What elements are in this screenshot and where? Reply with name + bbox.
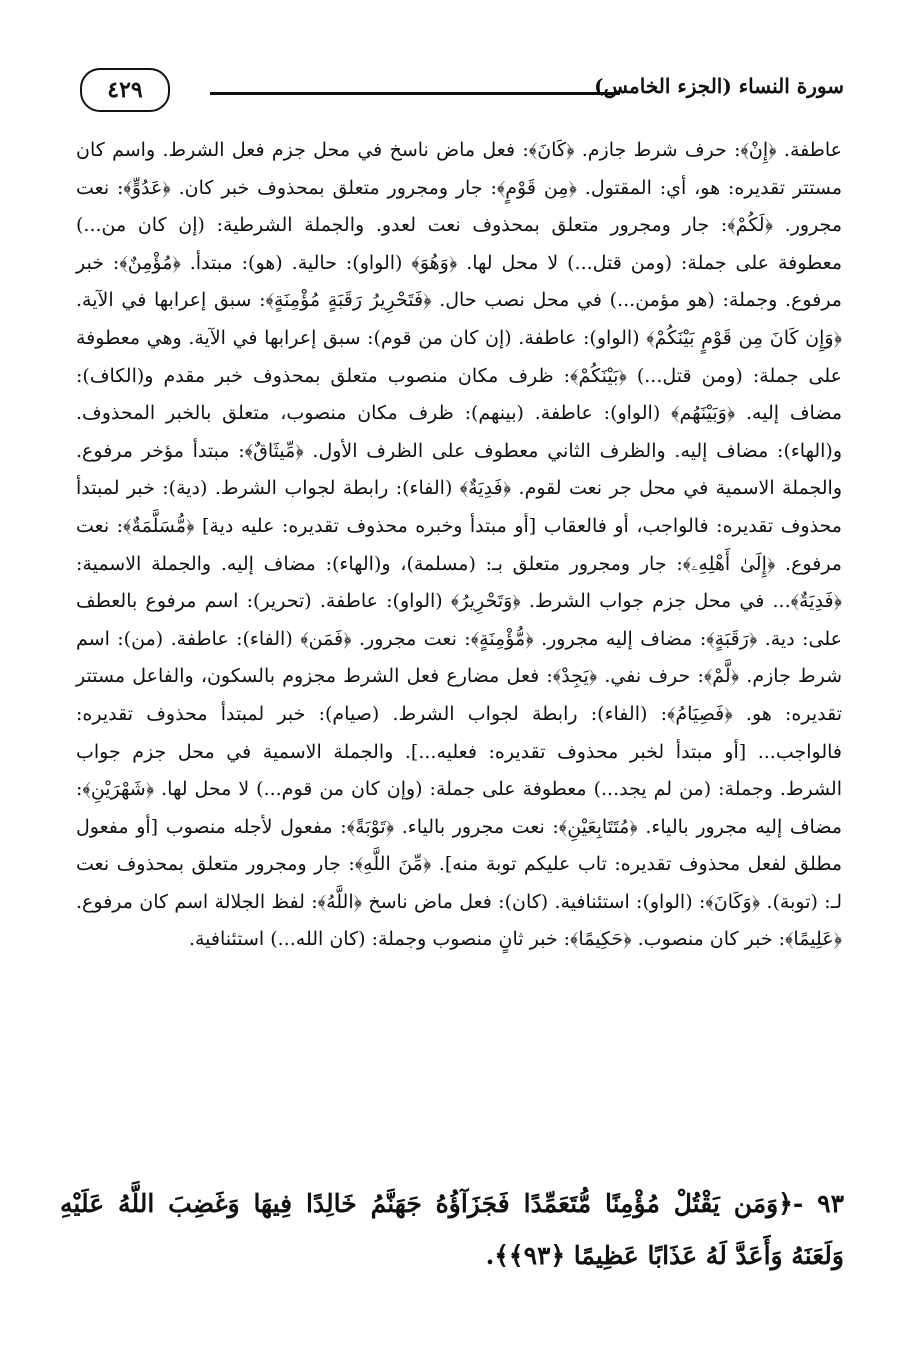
verse-text: ٩٣ -﴿وَمَن يَقْتُلْ مُؤْمِنًا مُّتَعَمِّدًا فَجَزَآؤُهُ جَهَنَّمُ خَالِدًا فِيهَا وَغَضِبَ اللَّهُ عَلَيْهِ وَلَعَنَهُ وَأَعَدَّ لَهُ عَذَابًا عَظِيمًا ﴿٩٣﴾﴾. bbox=[60, 1189, 844, 1270]
page-number: ٤٢٩ bbox=[80, 68, 170, 112]
quran-verse bbox=[60, 1178, 844, 1282]
header-rule bbox=[210, 92, 620, 95]
grammar-analysis-text bbox=[76, 132, 842, 959]
analysis-paragraph: عاطفة. ﴿إِنْ﴾: حرف شرط جازم. ﴿كَانَ﴾: فعل ماض ناسخ في محل جزم فعل الشرط. واسم كان مستتر تقديره: هو، أي: المقتول. ﴿مِن قَوْمٍ﴾: جار ومجرور متعلق بمحذوف خبر كان. ﴿عَدُوٍّ﴾: نعت مجرور. ﴿لَكُمْ﴾: جار ومجرور متعلق بمحذوف نعت لعدو. والجملة الشرطية: (إن كان من...) معطوفة على جملة: (ومن قتل...) لا محل لها. ﴿وَهُوَ﴾ (الواو): حالية. (هو): مبتدأ. ﴿مُؤْمِنٌ﴾: خبر مرفوع. وجملة: (هو مؤمن...) في محل نصب حال. ﴿فَتَحْرِيرُ رَقَبَةٍ مُؤْمِنَةٍ﴾: سبق إعرابها في الآية. ﴿وَإِن كَانَ مِن قَوْمٍ بَيْنَكُمْ﴾ (الواو): عاطفة. (إن كان من قوم): سبق إعرابها في الآية. وهي معطوفة على جملة: (ومن قتل...) ﴿بَيْنَكُمْ﴾: ظرف مكان منصوب متعلق بمحذوف خبر مقدم و(الكاف): مضاف إليه. ﴿وَبَيْنَهُم﴾ (الواو): عاطفة. (بينهم): ظرف مكان منصوب، متعلق بالخبر المحذوف. و(الهاء): مضاف إليه. والظرف الثاني معطوف على الظرف الأول. ﴿مِّيثَاقٌ﴾: مبتدأ مؤخر مرفوع. والجملة الاسمية في محل جر نعت لقوم. ﴿فَدِيَةٌ﴾ (الفاء): رابطة لجواب الشرط. (دية): خبر لمبتدأ محذوف تقديره: فالواجب، أو فالعقاب [أو مبتدأ وخبره محذوف تقديره: عليه دية] ﴿مُّسَلَّمَةٌ﴾: نعت مرفوع. ﴿إِلَىٰ أَهْلِهِۦ﴾: جار ومجرور متعلق بـ: (مسلمة)، و(الهاء): مضاف إليه. والجملة الاسمية: ﴿فَدِيَةٌ﴾... في محل جزم جواب الشرط. ﴿وَتَحْرِيرُ﴾ (الواو): عاطفة. (تحرير): اسم مرفوع بالعطف على: دية. ﴿رَقَبَةٍ﴾: مضاف إليه مجرور. ﴿مُّؤْمِنَةٍ﴾: نعت مجرور. ﴿فَمَن﴾ (الفاء): عاطفة. (من): اسم شرط جازم. ﴿لَّمْ﴾: حرف نفي. ﴿يَجِدْ﴾: فعل مضارع فعل الشرط مجزوم بالسكون، والفاعل مستتر تقديره: هو. ﴿فَصِيَامُ﴾: (الفاء): رابطة لجواب الشرط. (صيام): خبر لمبتدأ محذوف تقديره: فالواجب... [أو مبتدأ لخبر محذوف تقديره: فعليه...]. والجملة الاسمية في محل جزم جواب الشرط. وجملة: (من لم يجد...) معطوفة على جملة: (وإن كان من قوم...) لا محل لها. ﴿شَهْرَيْنِ﴾: مضاف إليه مجرور بالياء. ﴿مُتَتَابِعَيْنِ﴾: نعت مجرور بالياء. ﴿تَوْبَةً﴾: مفعول لأجله منصوب [أو مفعول مطلق لفعل محذوف تقديره: تاب عليكم توبة منه]. ﴿مِّنَ اللَّهِ﴾: جار ومجرور متعلق بمحذوف نعت لـ: (توبة). ﴿وَكَانَ﴾: (الواو): استئنافية. (كان): فعل ماض ناسخ ﴿اللَّهُ﴾: لفظ الجلالة اسم كان مرفوع. ﴿عَلِيمًا﴾: خبر كان منصوب. ﴿حَكِيمًا﴾: خبر ثانٍ منصوب وجملة: (كان الله...) استئنافية. bbox=[76, 139, 842, 951]
page-header bbox=[80, 68, 844, 116]
surah-title: سورة النساء (الجزء الخامس) bbox=[594, 74, 844, 98]
